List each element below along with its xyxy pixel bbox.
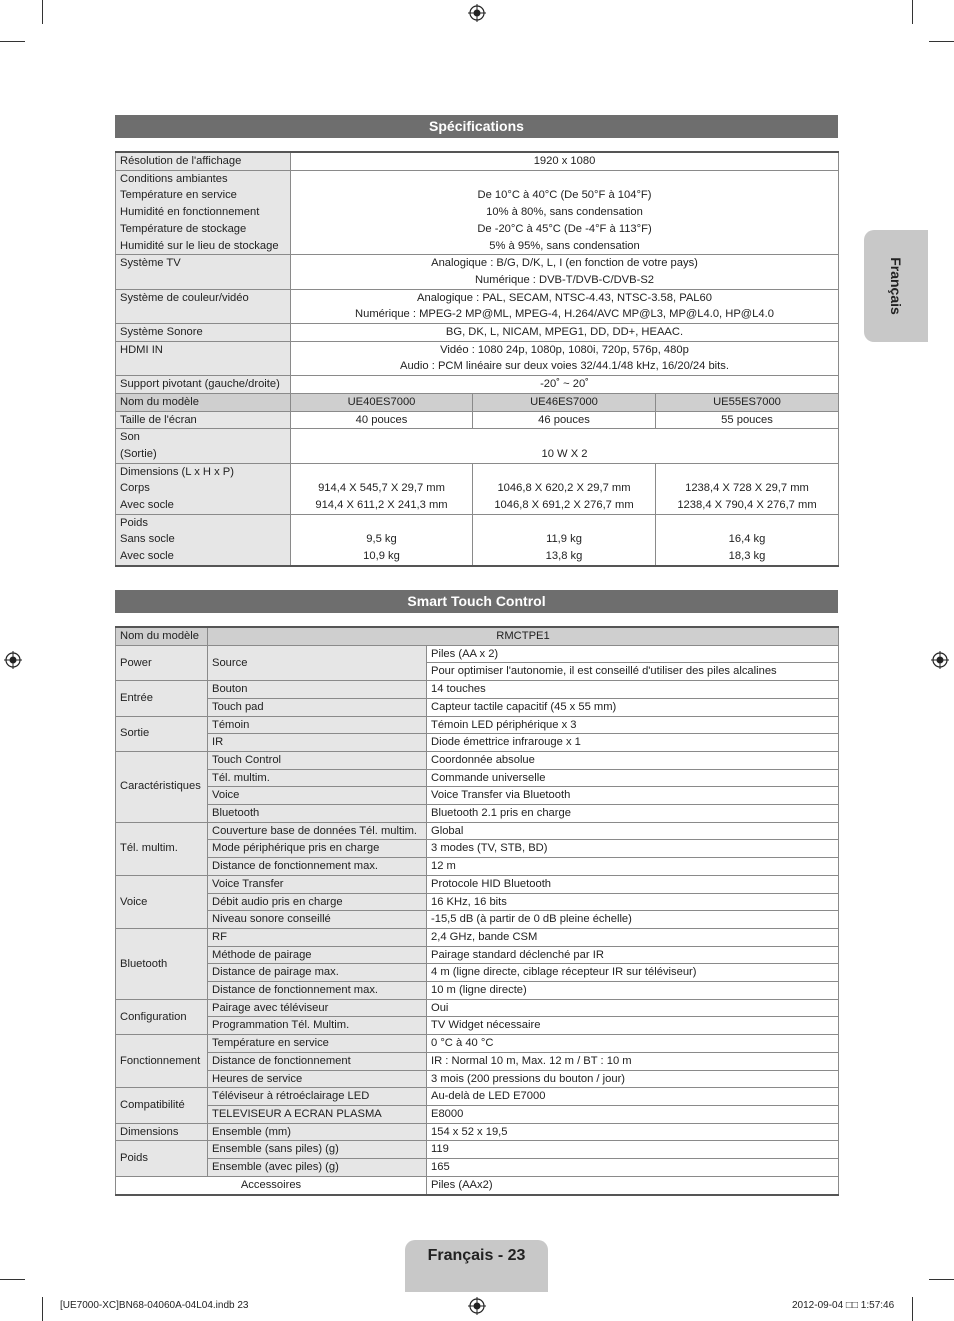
- stc-item-value: Global: [427, 822, 839, 840]
- stc-item-value: Diode émettrice infrarouge x 1: [427, 734, 839, 752]
- stc-item-label: Distance de fonctionnement max.: [208, 982, 427, 1000]
- stc-item-label: Ensemble (sans piles) (g): [208, 1141, 427, 1159]
- spec-value-line: 1920 x 1080: [533, 155, 596, 167]
- stc-item-value: 4 m (ligne directe, ciblage récepteur IR sur téléviseur): [427, 964, 839, 982]
- spec-model-label: Nom du modèle: [116, 393, 291, 411]
- stc-item-label: Bluetooth: [208, 805, 427, 823]
- spec-value-line: 10% à 80%, sans condensation: [486, 206, 643, 219]
- stc-accessories-row: [116, 1176, 839, 1194]
- stc-row: [116, 840, 839, 858]
- stc-row: [116, 787, 839, 805]
- spec-value-line: Analogique : B/G, D/K, L, I (en fonction de votre pays): [431, 257, 698, 270]
- stc-row: [116, 911, 839, 929]
- stc-category: Tél. multim.: [116, 822, 208, 875]
- language-side-tab: [864, 230, 928, 342]
- stc-item-label: Heures de service: [208, 1070, 427, 1088]
- spec-value-line: Audio : PCM linéaire sur deux voies 32/44.1/48 kHz, 16/20/24 bits.: [400, 360, 729, 373]
- stc-item-value: Pairage standard déclenché par IR: [427, 946, 839, 964]
- spec-model-name: UE46ES7000: [473, 393, 656, 411]
- spec-label-line: Système TV: [120, 257, 181, 270]
- spec-value-line: [660, 464, 834, 481]
- spec-weight-label: [116, 514, 291, 566]
- specifications-table: [115, 151, 839, 567]
- stc-row: [116, 858, 839, 876]
- spec-screen-label: Taille de l'écran: [116, 411, 291, 429]
- stc-row: [116, 1088, 839, 1106]
- spec-value-line: Numérique : DVB-T/DVB-C/DVB-S2: [474, 273, 655, 286]
- stc-item-label: IR: [208, 734, 427, 752]
- spec-label: [116, 289, 291, 323]
- spec-value-line: Analogique : PAL, SECAM, NTSC-4.43, NTSC-3.58, PAL60: [417, 291, 712, 304]
- stc-item-label: Distance de pairage max.: [208, 964, 427, 982]
- stc-item-value: Bluetooth 2.1 pris en charge: [427, 805, 839, 823]
- stc-item-label: Mode périphérique pris en charge: [208, 840, 427, 858]
- spec-value-line: 18,3 kg: [728, 550, 766, 563]
- stc-row: [116, 1123, 839, 1141]
- spec-value-line: [295, 171, 834, 188]
- stc-category: Voice: [116, 875, 208, 928]
- spec-label-line: Température en service: [120, 189, 237, 202]
- spec-value-line: [295, 515, 468, 532]
- footer-file-info: [UE7000-XC]BN68-04060A-04L04.indb 23: [60, 1300, 249, 1311]
- stc-row: [116, 964, 839, 982]
- spec-label-line: Conditions ambiantes: [120, 172, 228, 185]
- stc-row: [116, 875, 839, 893]
- spec-label-line: Humidité sur le lieu de stockage: [120, 239, 279, 252]
- stc-item-label: Ensemble (avec piles) (g): [208, 1159, 427, 1177]
- spec-value: [291, 324, 839, 342]
- stc-row: [116, 698, 839, 716]
- stc-item-value: Oui: [427, 999, 839, 1017]
- spec-value-line: 9,5 kg: [366, 533, 397, 546]
- spec-value: [291, 289, 839, 323]
- stc-row: [116, 1052, 839, 1070]
- crop-mark: [0, 1279, 25, 1280]
- spec-sound-value: [291, 429, 839, 463]
- spec-value: [291, 152, 839, 170]
- spec-value-line: De 10°C à 40°C (De 50°F à 104°F): [477, 189, 652, 202]
- stc-row: [116, 982, 839, 1000]
- stc-category: Caractéristiques: [116, 751, 208, 822]
- spec-value-line: [295, 464, 468, 481]
- spec-value-line: 16,4 kg: [728, 533, 766, 546]
- spec-model-name: UE55ES7000: [656, 393, 839, 411]
- spec-row: [116, 341, 839, 375]
- registration-mark-icon: [4, 651, 22, 669]
- stc-category: Dimensions: [116, 1123, 208, 1141]
- stc-item-value: IR : Normal 10 m, Max. 12 m / BT : 10 m: [427, 1052, 839, 1070]
- spec-label-line: Son: [120, 431, 140, 444]
- stc-row: [116, 751, 839, 769]
- spec-dimensions-label: [116, 463, 291, 514]
- spec-value-line: BG, DK, L, NICAM, MPEG1, DD, DD+, HEAAC.: [445, 326, 684, 339]
- stc-category: Bluetooth: [116, 928, 208, 999]
- stc-item-value: 16 KHz, 16 bits: [427, 893, 839, 911]
- spec-sound-row: [116, 429, 839, 463]
- stc-row: [116, 822, 839, 840]
- crop-mark: [42, 0, 43, 24]
- stc-item-value: Protocole HID Bluetooth: [427, 875, 839, 893]
- stc-item-value: Voice Transfer via Bluetooth: [427, 787, 839, 805]
- spec-label-line: Corps: [120, 482, 150, 495]
- spec-screen-row: [116, 411, 839, 429]
- spec-value: [291, 341, 839, 375]
- stc-row: [116, 893, 839, 911]
- spec-label: [116, 152, 291, 170]
- spec-label-line: (Sortie): [120, 447, 157, 460]
- stc-row: [116, 1159, 839, 1177]
- spec-row: [116, 170, 839, 255]
- spec-label: [116, 170, 291, 255]
- spec-value-line: 11,9 kg: [546, 533, 582, 546]
- spec-label-line: Avec socle: [120, 499, 174, 512]
- stc-item-label: Distance de fonctionnement: [208, 1052, 427, 1070]
- spec-label: [116, 376, 291, 394]
- stc-item-value: 0 °C à 40 °C: [427, 1035, 839, 1053]
- stc-item-value: 3 modes (TV, STB, BD): [427, 840, 839, 858]
- spec-model-row: [116, 393, 839, 411]
- stc-item-value: Au-delà de LED E7000: [427, 1088, 839, 1106]
- spec-weight-row: [116, 514, 839, 566]
- crop-mark: [929, 41, 954, 42]
- spec-value-line: De -20°C à 45°C (De -4°F à 113°F): [477, 222, 652, 235]
- stc-item-label: Voice Transfer: [208, 875, 427, 893]
- stc-item-value: Commande universelle: [427, 769, 839, 787]
- stc-category: Sortie: [116, 716, 208, 751]
- stc-item-value: Capteur tactile capacitif (45 x 55 mm): [427, 698, 839, 716]
- stc-row: [116, 769, 839, 787]
- stc-item-value: 12 m: [427, 858, 839, 876]
- spec-value: [291, 170, 839, 255]
- spec-label-line: Résolution de l'affichage: [120, 155, 242, 167]
- spec-value: [291, 376, 839, 394]
- stc-row: [116, 1017, 839, 1035]
- spec-value-line: Vidéo : 1080 24p, 1080p, 1080i, 720p, 576p, 480p: [440, 343, 689, 356]
- stc-category: Fonctionnement: [116, 1035, 208, 1088]
- stc-model-row: [116, 627, 839, 645]
- crop-mark: [912, 0, 913, 24]
- stc-item-label: TELEVISEUR A ECRAN PLASMA: [208, 1105, 427, 1123]
- stc-accessories-label: Accessoires: [116, 1176, 427, 1194]
- stc-item-value: 165: [427, 1159, 839, 1177]
- stc-item-value: Piles (AA x 2): [427, 645, 839, 663]
- stc-item-label: Bouton: [208, 681, 427, 699]
- spec-label: [116, 341, 291, 375]
- crop-mark: [0, 41, 25, 42]
- spec-model-name: UE40ES7000: [291, 393, 473, 411]
- registration-mark-icon: [468, 4, 486, 22]
- spec-label-line: Température de stockage: [120, 222, 247, 235]
- spec-value-line: [477, 464, 651, 481]
- stc-item-label: Touch pad: [208, 698, 427, 716]
- spec-dimensions-row: [116, 463, 839, 514]
- stc-item-label: Ensemble (mm): [208, 1123, 427, 1141]
- spec-value-line: 1046,8 X 620,2 X 29,7 mm: [497, 482, 631, 495]
- stc-item-label: Source: [208, 645, 427, 680]
- stc-item-label: Témoin: [208, 716, 427, 734]
- stc-category: Poids: [116, 1141, 208, 1176]
- spec-row: [116, 376, 839, 394]
- stc-item-value: -15,5 dB (à partir de 0 dB pleine échelle): [427, 911, 839, 929]
- spec-label-line: Humidité en fonctionnement: [120, 206, 260, 219]
- stc-row: [116, 928, 839, 946]
- stc-row: [116, 716, 839, 734]
- spec-label-line: Dimensions (L x H x P): [120, 465, 234, 478]
- specifications-title: Spécifications: [115, 115, 838, 138]
- stc-row: [116, 645, 839, 663]
- spec-row: [116, 289, 839, 323]
- smart-touch-control-title: Smart Touch Control: [115, 590, 838, 613]
- stc-item-label: Voice: [208, 787, 427, 805]
- spec-label-line: Poids: [120, 516, 148, 529]
- stc-item-value: TV Widget nécessaire: [427, 1017, 839, 1035]
- spec-value-line: 1046,8 X 691,2 X 276,7 mm: [494, 499, 634, 512]
- stc-item-value: 10 m (ligne directe): [427, 982, 839, 1000]
- language-side-tab-label: Français: [888, 257, 904, 315]
- spec-label: [116, 324, 291, 342]
- spec-value-line: 914,4 X 545,7 X 29,7 mm: [318, 482, 445, 495]
- stc-item-label: Distance de fonctionnement max.: [208, 858, 427, 876]
- stc-category: Power: [116, 645, 208, 680]
- spec-label-line: Sans socle: [120, 533, 175, 546]
- spec-value-line: [660, 515, 834, 532]
- page-number-box: [405, 1240, 548, 1292]
- spec-value-line: 914,4 X 611,2 X 241,3 mm: [315, 499, 448, 512]
- stc-item-value: Pour optimiser l'autonomie, il est conseillé d'utiliser des piles alcalines: [427, 663, 839, 681]
- stc-row: [116, 1035, 839, 1053]
- stc-item-label: Niveau sonore conseillé: [208, 911, 427, 929]
- stc-item-label: Pairage avec téléviseur: [208, 999, 427, 1017]
- stc-row: [116, 999, 839, 1017]
- stc-row: [116, 1070, 839, 1088]
- stc-item-label: Téléviseur à rétroéclairage LED: [208, 1088, 427, 1106]
- spec-sound-label: [116, 429, 291, 463]
- spec-value-line: [295, 429, 834, 446]
- stc-category: Entrée: [116, 681, 208, 716]
- stc-item-label: Méthode de pairage: [208, 946, 427, 964]
- stc-item-label: RF: [208, 928, 427, 946]
- page-number: Français - 23: [427, 1247, 526, 1264]
- spec-value-line: 1238,4 X 728 X 29,7 mm: [685, 482, 809, 495]
- registration-mark-icon: [468, 1297, 486, 1315]
- spec-dimensions-value: [656, 463, 839, 514]
- spec-label: [116, 255, 291, 289]
- registration-mark-icon: [931, 651, 949, 669]
- footer-timestamp: 2012-09-04 □□ 1:57:46: [792, 1300, 895, 1311]
- stc-row: [116, 681, 839, 699]
- spec-dimensions-value: [291, 463, 473, 514]
- spec-row: [116, 324, 839, 342]
- stc-item-label: Touch Control: [208, 751, 427, 769]
- crop-mark: [42, 1297, 43, 1321]
- stc-row: [116, 946, 839, 964]
- spec-value-line: 1238,4 X 790,4 X 276,7 mm: [677, 499, 817, 512]
- stc-item-value: Coordonnée absolue: [427, 751, 839, 769]
- stc-item-value: 3 mois (200 pressions du bouton / jour): [427, 1070, 839, 1088]
- stc-item-value: 2,4 GHz, bande CSM: [427, 928, 839, 946]
- stc-item-label: Programmation Tél. Multim.: [208, 1017, 427, 1035]
- spec-label-line: Système Sonore: [120, 326, 203, 339]
- stc-model-label: Nom du modèle: [116, 627, 208, 645]
- spec-weight-value: [656, 514, 839, 566]
- stc-item-label: Tél. multim.: [208, 769, 427, 787]
- stc-item-value: 119: [427, 1141, 839, 1159]
- spec-dimensions-value: [473, 463, 656, 514]
- spec-value-line: 10,9 kg: [363, 550, 400, 563]
- spec-label-line: Système de couleur/vidéo: [120, 291, 249, 304]
- stc-item-label: Débit audio pris en charge: [208, 893, 427, 911]
- stc-accessories-value: Piles (AAx2): [427, 1176, 839, 1194]
- stc-row: [116, 734, 839, 752]
- spec-value-line: [477, 515, 651, 532]
- spec-value-line: 10 W X 2: [541, 447, 588, 460]
- stc-item-label: Température en service: [208, 1035, 427, 1053]
- stc-item-value: 154 x 52 x 19,5: [427, 1123, 839, 1141]
- stc-item-value: Témoin LED périphérique x 3: [427, 716, 839, 734]
- stc-category: Configuration: [116, 999, 208, 1034]
- stc-item-label: Couverture base de données Tél. multim.: [208, 822, 427, 840]
- spec-label-line: HDMI IN: [120, 343, 163, 356]
- spec-value-line: 5% à 95%, sans condensation: [489, 239, 640, 252]
- stc-row: [116, 805, 839, 823]
- spec-weight-value: [473, 514, 656, 566]
- spec-row: [116, 255, 839, 289]
- spec-label-line: Avec socle: [120, 550, 174, 563]
- spec-weight-value: [291, 514, 473, 566]
- stc-model-value: RMCTPE1: [208, 627, 839, 645]
- crop-mark: [912, 1297, 913, 1321]
- stc-item-value: E8000: [427, 1105, 839, 1123]
- spec-screen-size: 40 pouces: [291, 411, 473, 429]
- spec-value: [291, 255, 839, 289]
- stc-category: Compatibilité: [116, 1088, 208, 1123]
- stc-item-value: 14 touches: [427, 681, 839, 699]
- smart-touch-control-table: [115, 626, 839, 1196]
- stc-row: [116, 1105, 839, 1123]
- crop-mark: [929, 1279, 954, 1280]
- spec-value-line: -20˚ ~ 20˚: [540, 378, 589, 391]
- spec-screen-size: 46 pouces: [473, 411, 656, 429]
- spec-value-line: Numérique : MPEG-2 MP@ML, MPEG-4, H.264/AVC MP@L3, MP@L4.0, HP@L4.0: [355, 308, 774, 321]
- stc-row: [116, 1141, 839, 1159]
- spec-row: [116, 152, 839, 170]
- spec-value-line: 13,8 kg: [545, 550, 583, 563]
- spec-screen-size: 55 pouces: [656, 411, 839, 429]
- spec-label-line: Support pivotant (gauche/droite): [120, 378, 280, 391]
